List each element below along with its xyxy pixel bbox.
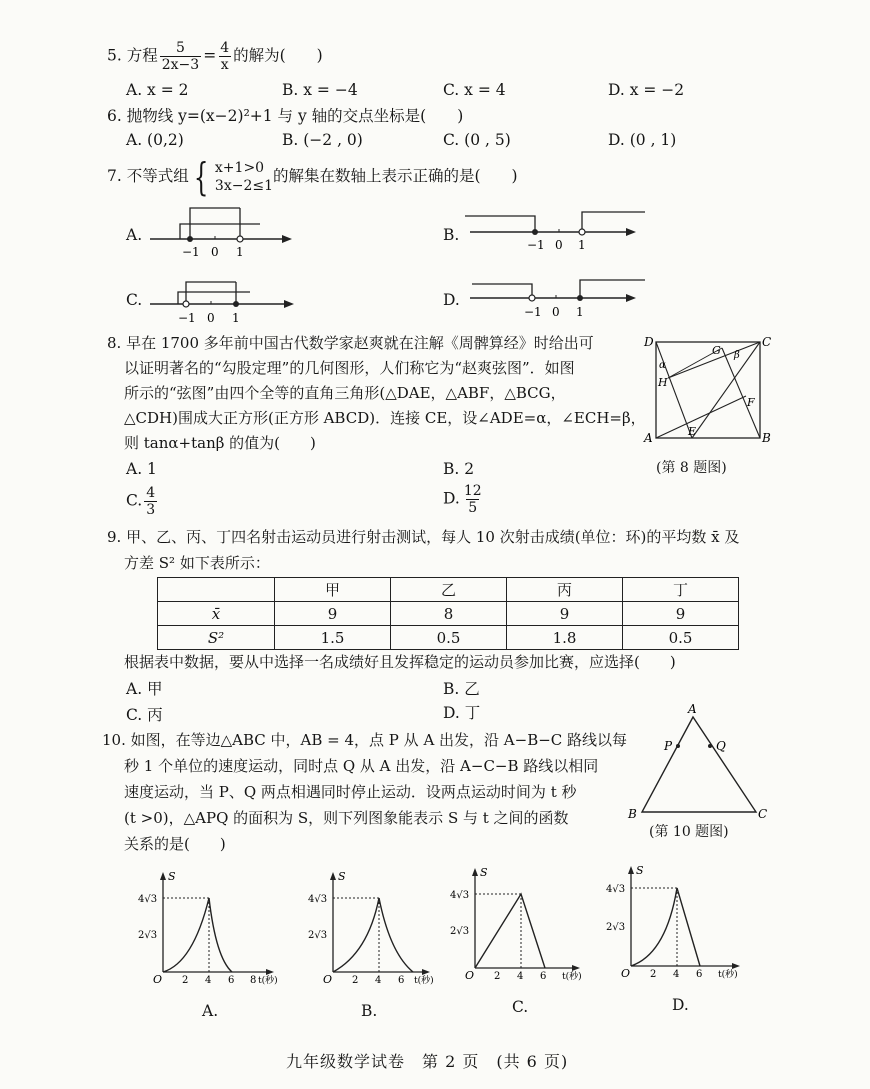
table-header-cell: 甲	[275, 578, 391, 602]
table-header-cell: 丁	[623, 578, 739, 602]
q10-line-4: (t >0)，△APQ 的面积为 S，则下列图象能表示 S 与 t 之间的函数	[124, 809, 569, 827]
q9-option-d: D. 丁	[443, 704, 481, 722]
q7-option-c-letter: C.	[126, 291, 143, 309]
label-beta: β	[734, 350, 740, 361]
table-cell: 1.8	[507, 626, 623, 650]
origin-label: O	[621, 967, 631, 980]
y-tick: 2√3	[450, 926, 470, 937]
q10-graph-a	[128, 868, 278, 988]
q8-line-5: 则 tanα+tanβ 的值为( )	[124, 434, 316, 452]
page-footer: 九年级数学试卷 第 2 页 (共 6 页)	[286, 1052, 569, 1071]
tick-label: −1	[178, 311, 196, 325]
table-cell: x̄	[158, 602, 275, 626]
q10-graph-d	[596, 862, 756, 982]
tick-label: −1	[182, 245, 200, 259]
q8-option-b: B. 2	[443, 460, 475, 478]
origin-label: O	[465, 969, 475, 982]
q7-option-d-letter: D.	[443, 291, 460, 309]
q7-number-line-c	[140, 270, 300, 328]
y-axis-label: S	[168, 870, 176, 883]
q8-option-a: A. 1	[126, 460, 157, 478]
table-header-cell: 乙	[391, 578, 507, 602]
x-tick: 4	[205, 975, 212, 986]
table-cell: 0.5	[391, 626, 507, 650]
q10-figure-caption: (第 10 题图)	[649, 824, 729, 840]
table-cell: 9	[623, 602, 739, 626]
q5-option-b: B. x = −4	[282, 81, 358, 99]
tick-label: 1	[578, 238, 586, 252]
q6-option-a: A. (0,2)	[126, 131, 184, 149]
tick-label: 0	[207, 311, 215, 325]
label-b: B	[628, 807, 637, 821]
label-p: P	[664, 739, 673, 753]
q5-option-a: A. x = 2	[126, 81, 189, 99]
x-tick: 6	[398, 975, 405, 986]
q8-option-d: D. $\frac{12}{5}$	[443, 483, 482, 516]
tick-label: −1	[527, 238, 545, 252]
q10-line-5: 关系的是( )	[124, 835, 226, 853]
label-a: A	[644, 431, 653, 445]
q5-rhs-fraction: $\frac{4}{x}$	[220, 40, 230, 73]
label-c: C	[758, 807, 768, 821]
x-tick: 2	[352, 975, 359, 986]
q7-number-line-d	[460, 270, 650, 328]
q9-score-table	[157, 577, 739, 650]
q5-option-c: C. x = 4	[443, 81, 506, 99]
y-tick: 2√3	[138, 930, 158, 941]
x-tick: 2	[494, 971, 501, 982]
y-tick: 4√3	[308, 894, 328, 905]
label-c: C	[762, 335, 772, 349]
q6-option-d: D. (0 , 1)	[608, 131, 677, 149]
q8-line-1: 8. 早在 1700 多年前中国古代数学家赵爽就在注解《周髀算经》时给出可	[107, 334, 594, 352]
tick-label: 1	[232, 311, 240, 325]
table-row	[158, 626, 739, 650]
q6-option-c: C. (0 , 5)	[443, 131, 511, 149]
q5-lhs-fraction: $\frac{5}{2x-3}$	[161, 40, 200, 73]
x-tick: 8	[250, 975, 257, 986]
q10-graph-c	[440, 864, 590, 984]
label-f: F	[747, 396, 755, 409]
q9-option-c: C. 丙	[126, 706, 163, 724]
q7-option-b-letter: B.	[443, 226, 460, 244]
y-tick: 4√3	[138, 894, 158, 905]
y-axis-label: S	[338, 870, 346, 883]
q8-line-3: 所示的“弦图”由四个全等的直角三角形(△DAE，△ABF，△BCG，	[124, 384, 566, 402]
q10-line-2: 秒 1 个单位的速度运动，同时点 Q 从 A 出发，沿 A−C−B 路线以相同	[124, 757, 599, 775]
q7-option-a-letter: A.	[126, 226, 143, 244]
q8-line-4: △CDH)围成大正方形(正方形 ABCD)．连接 CE，设∠ADE=α，∠ECH=β，	[124, 409, 646, 427]
table-cell: 0.5	[623, 626, 739, 650]
table-row	[158, 602, 739, 626]
label-q: Q	[716, 739, 726, 753]
q6-stem: 6. 抛物线 y=(x−2)²+1 与 y 轴的交点坐标是( )	[107, 107, 464, 125]
q8-option-c: C. $\frac{4}{3}$	[126, 485, 156, 518]
tick-label: −1	[524, 305, 542, 319]
x-axis-label: t(秒)	[414, 976, 434, 986]
origin-label: O	[323, 973, 333, 986]
q7-number-line-b	[460, 200, 650, 260]
label-h: H	[658, 376, 668, 389]
label-a: A	[688, 702, 697, 716]
equilateral-triangle-figure	[620, 700, 780, 825]
q8-figure-caption: (第 8 题图)	[656, 460, 727, 476]
q7-stem: 7. 不等式组 { x+1>0 3x−2≤1 的解集在数轴上表示正确的是( )	[107, 155, 518, 199]
y-tick: 2√3	[606, 922, 626, 933]
x-tick: 6	[696, 969, 703, 980]
y-tick: 4√3	[450, 890, 470, 901]
q10-line-3: 速度运动，当 P、Q 两点相遇同时停止运动．设两点运动时间为 t 秒	[124, 783, 577, 801]
origin-label: O	[153, 973, 163, 986]
q9-line-2: 方差 S² 如下表所示：	[124, 554, 270, 572]
table-cell: 8	[391, 602, 507, 626]
q7-number-line-a	[140, 200, 300, 262]
q10-graph-a-letter: A.	[202, 1002, 219, 1020]
q9-line-1: 9. 甲、乙、丙、丁四名射击运动员进行射击测试，每人 10 次射击成绩(单位：环)的平均数 x̄ 及	[107, 528, 740, 546]
zhao-shuang-figure	[640, 330, 775, 455]
q10-line-1: 10. 如图，在等边△ABC 中，AB = 4，点 P 从 A 出发，沿 A−B−C 路线以每	[102, 731, 628, 749]
q7-inequality-system: { x+1>0 3x−2≤1	[193, 155, 273, 199]
y-tick: 2√3	[308, 930, 328, 941]
table-header-cell: 丙	[507, 578, 623, 602]
table-header-row	[158, 578, 739, 602]
label-d: D	[644, 335, 654, 349]
y-axis-label: S	[480, 866, 488, 879]
q5-option-d: D. x = −2	[608, 81, 685, 99]
label-b: B	[762, 431, 771, 445]
table-cell: S²	[158, 626, 275, 650]
y-axis-label: S	[636, 864, 644, 877]
label-e: E	[688, 425, 697, 438]
x-axis-label: t(秒)	[562, 972, 582, 982]
q9-question: 根据表中数据，要从中选择一名成绩好且发挥稳定的运动员参加比赛，应选择( )	[124, 653, 676, 671]
table-cell: 9	[507, 602, 623, 626]
x-tick: 6	[228, 975, 235, 986]
q5-stem: 5. 方程 $\frac{5}{2x-3}$ = $\frac{4}{x}$ 的解为( )	[107, 40, 323, 73]
q9-option-a: A. 甲	[126, 680, 163, 698]
q6-option-b: B. (−2 , 0)	[282, 131, 363, 149]
q8-line-2: 以证明著名的“勾股定理”的几何图形，人们称它为“赵爽弦图”．如图	[124, 359, 575, 377]
table-cell: 1.5	[275, 626, 391, 650]
x-tick: 2	[650, 969, 657, 980]
q10-graph-b-letter: B.	[361, 1002, 378, 1020]
x-tick: 4	[673, 969, 680, 980]
x-axis-label: t(秒)	[718, 970, 738, 980]
q10-graph-c-letter: C.	[512, 998, 529, 1016]
q9-option-b: B. 乙	[443, 680, 480, 698]
y-tick: 4√3	[606, 884, 626, 895]
q10-graph-b	[298, 868, 448, 988]
x-tick: 4	[375, 975, 382, 986]
tick-label: 1	[236, 245, 244, 259]
tick-label: 1	[576, 305, 584, 319]
q10-graph-d-letter: D.	[672, 996, 689, 1014]
label-g: G	[712, 344, 721, 357]
x-tick: 6	[540, 971, 547, 982]
table-header-cell	[158, 578, 275, 602]
tick-label: 0	[555, 238, 563, 252]
x-tick: 2	[182, 975, 189, 986]
x-tick: 4	[517, 971, 524, 982]
tick-label: 0	[211, 245, 219, 259]
label-alpha: α	[659, 360, 666, 371]
x-axis-label: t(秒)	[258, 976, 278, 986]
tick-label: 0	[552, 305, 560, 319]
table-cell: 9	[275, 602, 391, 626]
